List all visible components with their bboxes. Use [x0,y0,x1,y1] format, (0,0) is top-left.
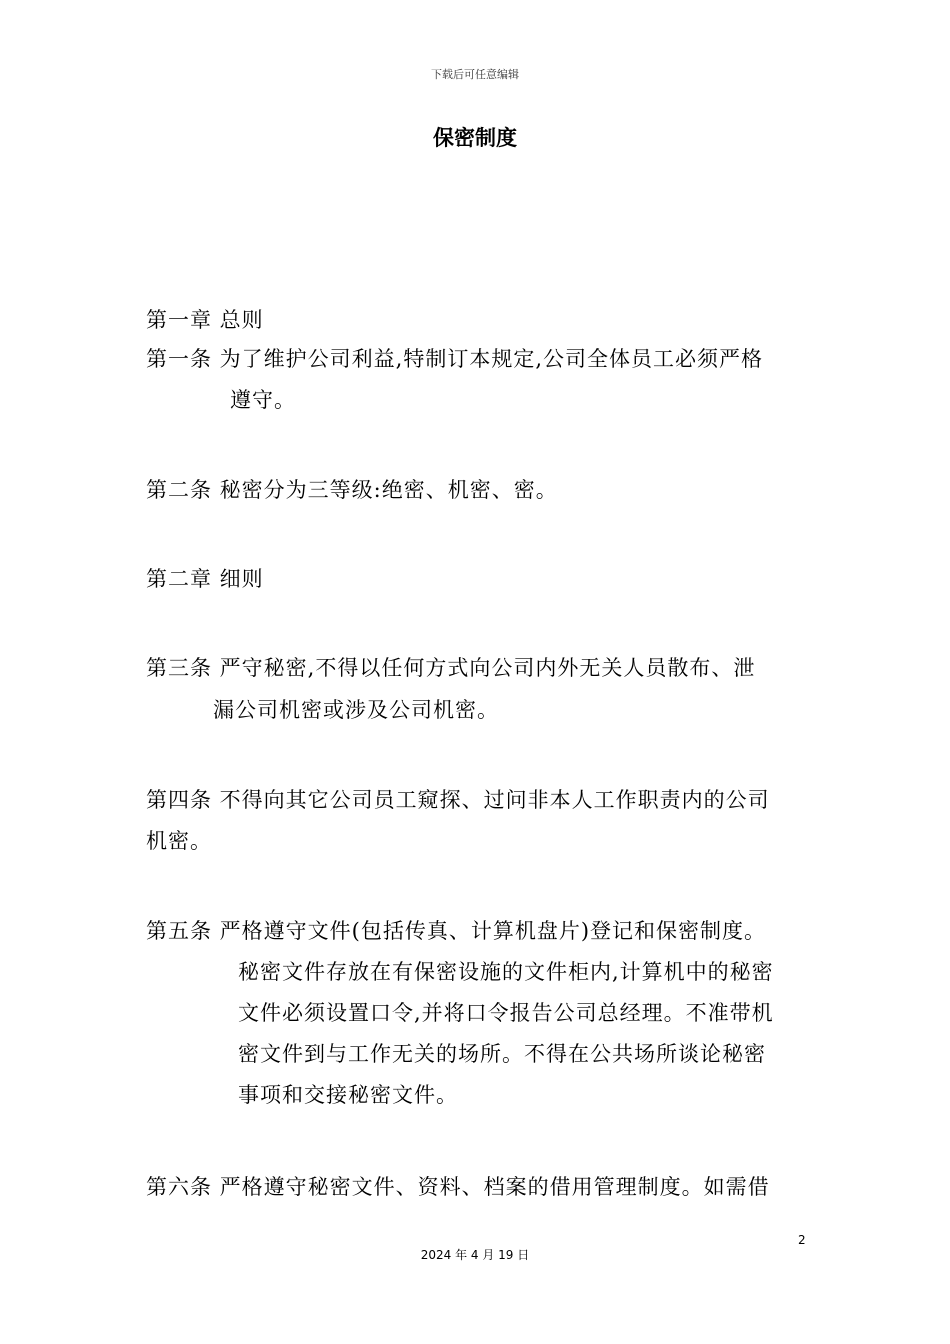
page-number: 2 [798,1233,806,1247]
article-5-line-5: 事项和交接秘密文件。 [238,1083,458,1107]
chapter-1-heading: 第一章 总则 [146,308,264,332]
article-3-line-2: 漏公司机密或涉及公司机密。 [213,698,499,722]
article-4-line-1: 第四条 不得向其它公司员工窥探、过问非本人工作职责内的公司 [146,788,770,812]
article-4-line-2: 机密。 [146,829,212,853]
footer-date: 2024 年 4 月 19 日 [420,1248,530,1262]
page-header: 下载后可任意编辑 [431,68,519,81]
article-3-line-1: 第三条 严守秘密,不得以任何方式向公司内外无关人员散布、泄 [146,656,756,680]
article-5-line-4: 密文件到与工作无关的场所。不得在公共场所谈论秘密 [238,1042,766,1066]
article-5-line-1: 第五条 严格遵守文件(包括传真、计算机盘片)登记和保密制度。 [146,919,767,943]
article-6-line-1: 第六条 严格遵守秘密文件、资料、档案的借用管理制度。如需借 [146,1175,770,1199]
document-title: 保密制度 [433,126,517,150]
article-5-line-3: 文件必须设置口令,并将口令报告公司总经理。不准带机 [238,1001,774,1025]
article-5-line-2: 秘密文件存放在有保密设施的文件柜内,计算机中的秘密 [238,960,774,984]
article-1-line-2: 遵守。 [230,388,296,412]
chapter-2-heading: 第二章 细则 [146,567,264,591]
article-1-line-1: 第一条 为了维护公司利益,特制订本规定,公司全体员工必须严格 [146,347,764,371]
article-2: 第二条 秘密分为三等级:绝密、机密、密。 [146,478,558,502]
